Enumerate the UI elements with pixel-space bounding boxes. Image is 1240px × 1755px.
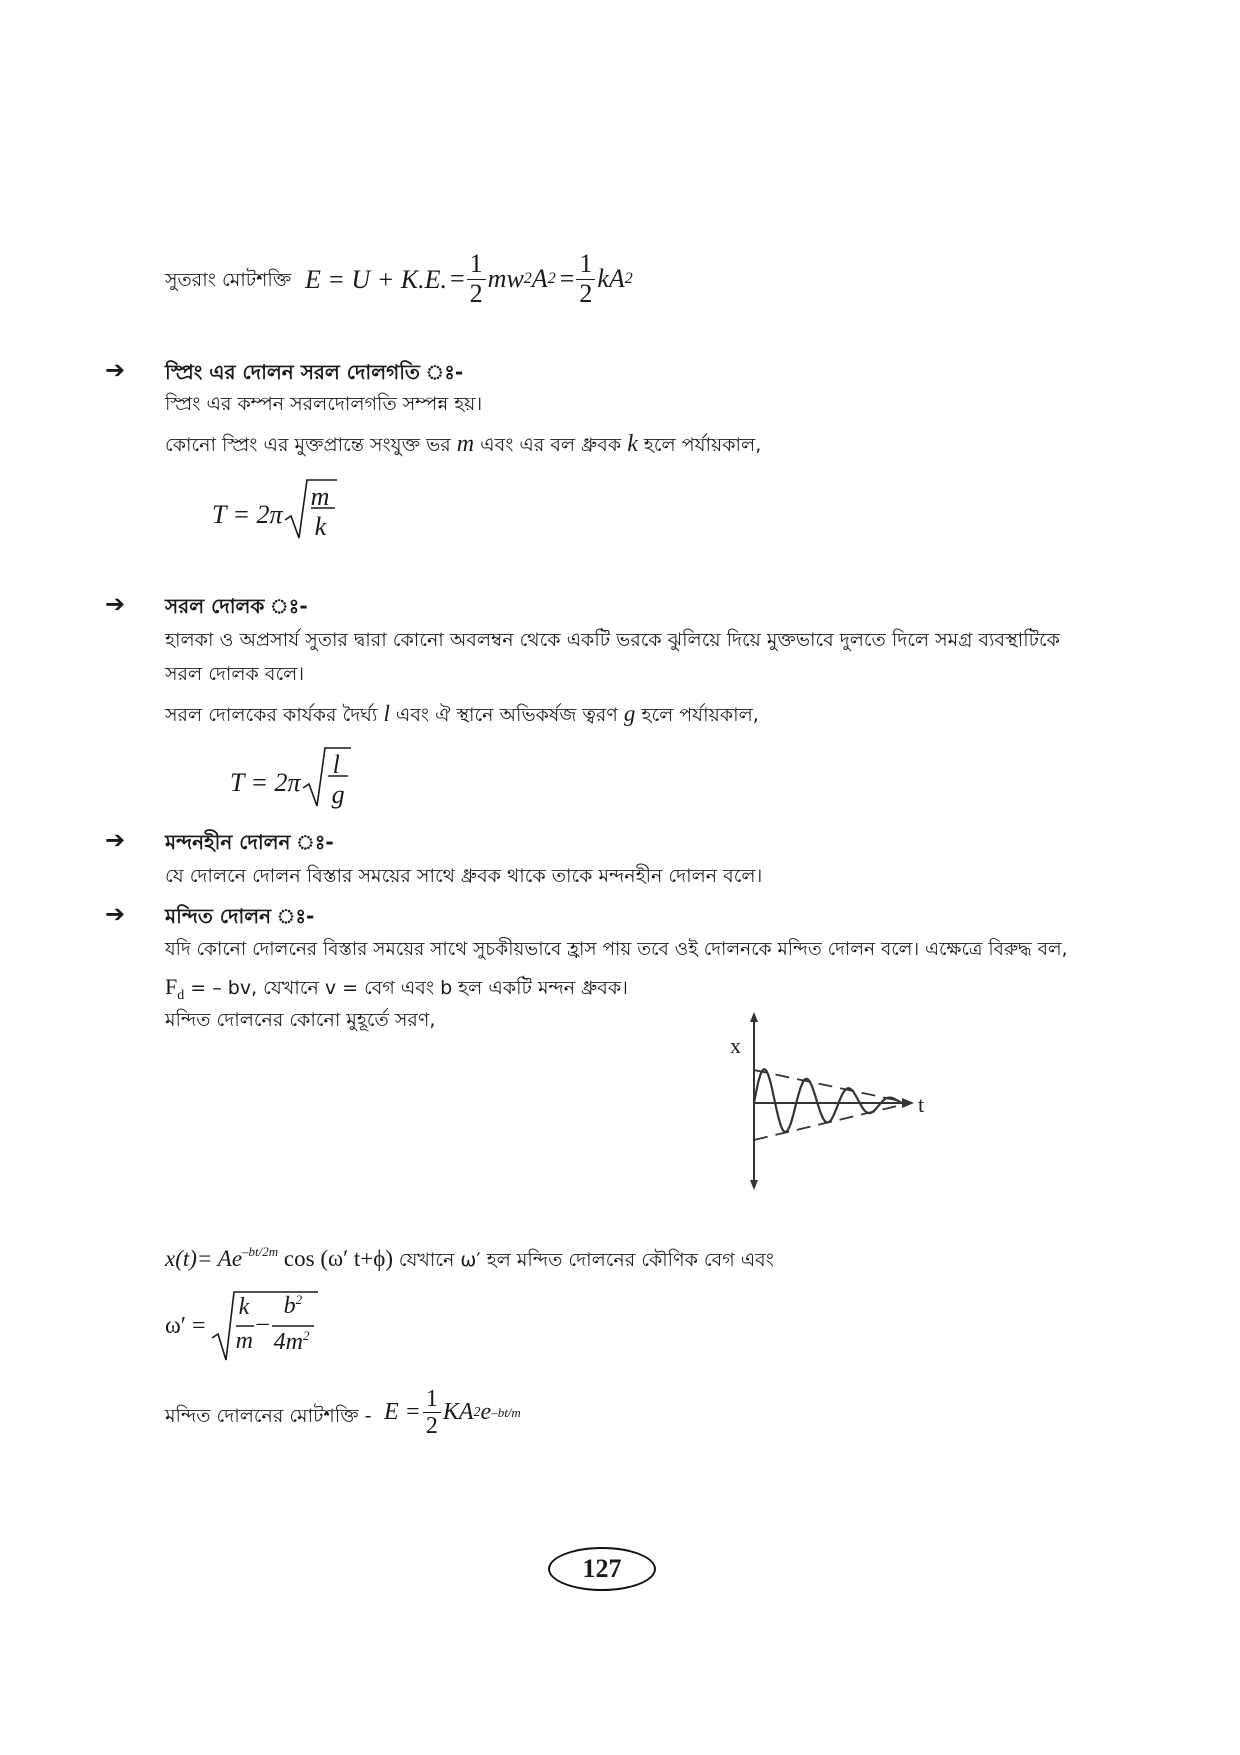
displacement-equation — [165, 1244, 774, 1274]
damped-energy-label: মন্দিত দোলনের মোটশক্তি - — [165, 1405, 372, 1427]
spring-formula-lhs: T = 2π — [212, 499, 283, 529]
damped-energy-den: 2 — [425, 1413, 438, 1440]
arrow-right-icon: ➔ — [105, 356, 126, 384]
spring-line2-b: এবং এর বল ধ্রুবক — [480, 434, 622, 456]
arrow-right-icon: ➔ — [105, 826, 126, 854]
pendulum-formula-num: l — [332, 750, 340, 779]
pendulum-line2 — [165, 698, 759, 729]
damped-line3: মন্দিত দোলনের কোনো মুহূর্তে সরণ, — [165, 1009, 436, 1031]
displacement-cos: cos (ω′ t+ϕ) — [283, 1246, 394, 1271]
pendulum-g-symbol: g — [623, 701, 636, 726]
omega-b-exp: 2 — [295, 1292, 303, 1307]
pendulum-heading: সরল দোলক ঃ- — [165, 594, 308, 618]
arrow-right-icon: ➔ — [105, 900, 126, 928]
undamped-line1: যে দোলনে দোলন বিস্তার সময়ের সাথে ধ্রুবক থাকে তাকে মন্দনহীন দোলন বলে। — [165, 865, 763, 887]
omega-m: m — [235, 1328, 253, 1354]
pendulum-line1: হালকা ও অপ্রসার্য সুতার দ্বারা কোনো অবলম্বন থেকে একটি ভরকে ঝুলিয়ে দিয়ে মুক্তভাবে দুলতে দিলে সমগ্র ব্যবস্থাটিকে — [165, 629, 1060, 651]
omega-sqrt — [210, 1288, 320, 1364]
undamped-heading: মন্দনহীন দোলন ঃ- — [165, 830, 334, 854]
spring-formula — [212, 480, 339, 549]
half-fraction — [467, 250, 486, 308]
exp-A: 2 — [547, 270, 556, 288]
spring-formula-num: m — [310, 482, 330, 511]
half-num: 1 — [467, 250, 486, 280]
damped-energy-KA: KA — [442, 1399, 474, 1426]
spring-heading: স্প্রিং এর দোলন সরল দোলগতি ঃ- — [165, 360, 464, 384]
damped-energy-num: 1 — [423, 1386, 441, 1413]
displacement-tail: যেখানে ω′ হল মন্দিত দোলনের কৌণিক বেগ এবং — [398, 1249, 774, 1271]
x-axis-arrow-down — [750, 1180, 758, 1190]
pendulum-l-symbol: l — [383, 701, 390, 726]
omega-formula — [165, 1288, 320, 1364]
pendulum-line2-a: সরল দোলকের কার্যকর দৈর্ঘ্য — [165, 704, 378, 726]
arrow-right-icon: ➔ — [105, 590, 126, 618]
energy-label: সুতরাং মোটশক্তি — [165, 269, 292, 291]
energy-rhs — [450, 250, 633, 308]
damped-energy-exp2: 2 — [473, 1404, 481, 1420]
half-num-2: 1 — [576, 250, 595, 280]
x-axis-arrow-up — [750, 1012, 758, 1022]
graph-x-label: x — [730, 1033, 741, 1058]
spring-line2 — [165, 428, 761, 460]
fd-sub: d — [177, 987, 185, 1003]
damped-energy-lhs: E = — [384, 1399, 421, 1426]
spring-sqrt — [283, 480, 339, 549]
pendulum-line2-b: এবং ঐ স্থানে অভিকর্ষজ ত্বরণ — [395, 704, 618, 726]
eq-sign-2: = — [559, 264, 575, 294]
energy-lhs: E = U + K.E. — [305, 265, 447, 294]
page-number: 127 — [548, 1547, 656, 1591]
displacement-exp: –bt/2m — [242, 1244, 279, 1259]
damped-energy-e: e — [480, 1399, 492, 1426]
pendulum-formula-lhs: T = 2π — [230, 767, 301, 797]
pendulum-line1b: সরল দোলক বলে। — [165, 663, 305, 685]
half-den-2: 2 — [579, 278, 593, 308]
damped-oscillation-graph — [720, 1010, 940, 1190]
damped-heading: মন্দিত দোলন ঃ- — [165, 904, 315, 928]
spring-line2-a: কোনো স্প্রিং এর মুক্তপ্রান্তে সংযুক্ত ভর — [165, 434, 451, 456]
damped-energy-exp: –bt/m — [491, 1404, 521, 1420]
spring-k-symbol: k — [627, 431, 638, 457]
spring-line1: স্প্রিং এর কম্পন সরলদোলগতি সম্পন্ন হয়। — [165, 393, 483, 415]
exp-w: 2 — [523, 270, 532, 288]
pendulum-sqrt — [301, 748, 353, 817]
omega-4m: 4m — [273, 1329, 303, 1355]
term-kA: kA — [597, 264, 625, 294]
term-mw: mw — [487, 264, 524, 294]
omega-den — [274, 1328, 310, 1356]
fd-F: F — [165, 974, 178, 999]
pendulum-formula — [230, 748, 353, 817]
damped-line1: যদি কোনো দোলনের বিস্তার সময়ের সাথে সুচকীয়ভাবে হ্রাস পায় তবে ওই দোলনকে মন্দিত দোলন বলে। এক্ষেত্রে বিরুদ্ধ বল, — [165, 939, 1068, 960]
omega-b: b — [283, 1293, 296, 1319]
fd-rest: = – bv, যেখানে v = বেগ এবং b হল একটি মন্দন ধ্রুবক। — [190, 977, 628, 999]
spring-formula-den: k — [314, 512, 327, 541]
pendulum-formula-den: g — [331, 780, 345, 809]
eq-sign: = — [450, 264, 465, 294]
pendulum-line2-c: হলে পর্যায়কাল, — [641, 704, 759, 726]
omega-den-exp: 2 — [302, 1328, 310, 1343]
term-A: A — [531, 264, 548, 294]
graph-t-label: t — [918, 1092, 925, 1117]
omega-b2 — [284, 1292, 303, 1320]
damped-energy-formula — [384, 1386, 521, 1440]
damped-energy-fraction — [423, 1386, 441, 1440]
exp-kA: 2 — [624, 270, 633, 288]
omega-lhs: ω′ = — [165, 1312, 206, 1339]
damped-line2 — [165, 972, 628, 1006]
displacement-lhs: x(t)= Ae — [165, 1246, 243, 1271]
omega-minus: – — [256, 1310, 269, 1336]
omega-k: k — [238, 1294, 250, 1320]
half-den: 2 — [469, 278, 483, 308]
half-fraction-2 — [576, 250, 595, 308]
damped-wave — [754, 1069, 902, 1132]
spring-mass-symbol: m — [456, 431, 475, 457]
spring-line2-c: হলে পর্যায়কাল, — [643, 434, 762, 456]
